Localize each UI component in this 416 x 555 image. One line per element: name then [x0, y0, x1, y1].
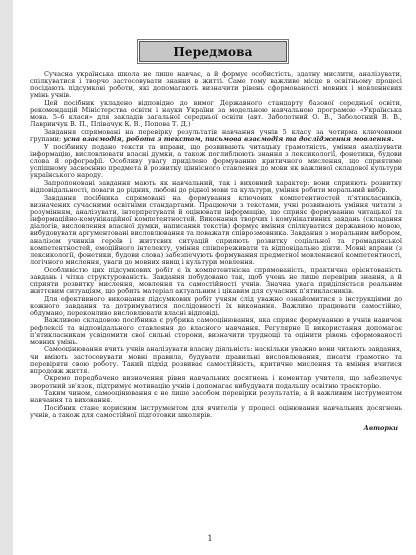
paragraph: Таким чином, самооцінювання є не лише засобом перевірки результатів, а й важливим інструментом навчання та виховання.: [30, 389, 402, 405]
paragraph: У посібнику подано тексти та вправи, що розвивають читацьку грамотність, уміння аналізувати інформацію, висловлювати власні думки, а також поглиблюють знання з лексикології, фонетики, будови слова й орфографії. Особливу увагу приділено формуванню критичного мислення, що сприятиме успішному засвоєнню предмета й розвитку ціннісного ставлення до мови як важливої складової культури українського народу.: [30, 142, 402, 180]
paragraph-groups: [30, 129, 402, 143]
groups-intro: Завдання спрямовані на перевірку результатів навчання учнів 5 класу за чотирма ключовими групами:: [30, 128, 402, 144]
page-number: 1: [207, 534, 213, 543]
paragraph: Запропоновані завдання мають як навчальний, так і виховний характер: вони сприяють розвитку відповідальності, поваги до рідних, любові до рідної мови та культури, уміння робити моральний вибір.: [30, 178, 402, 195]
paragraph: Сучасна українська школа не лише навчає, а й формує особистість, здатну мислити, аналізувати, спілкуватися і творчо застосовувати знання в житті. Саме тому важливе місце в освітньому процесі посідають підсумкові роботи, які допомагають визначити рівень сформованості мовних і мовленнєвих умінь учнів.: [30, 70, 402, 100]
document-page: [18, 0, 402, 555]
paragraph: Окремо передбачено визначення рівня навчальних досягнень і коментар учителя, що забезпечує зворотний зв'язок, підтримує мотивацію учнів і допомагає вибудувати подальшу освітню траєкторію.: [30, 374, 402, 390]
paragraph: Самооцінювання вчить учнів аналізувати власну діяльність: наскільки уважно вони читають завдання, чи вміють застосовувати мовні правила, будувати правильні висловлювання, писати грамотно та перевіряти свою роботу. Такий підхід розвиває самостійність, критичне мислення та вміння вчитися впродовж життя.: [30, 345, 402, 375]
paragraph: Завдання посібника спрямовані на формування ключових компетентностей п'ятикласників, визначених сучасними освітніми стандартами. Працюючи з текстами, учні розвивають уміння читати з розумінням, аналізувати, інтерпретувати й оцінювати інформацію, що сприяє формуванню читацької та інформаційно-комунікаційної компетентностей. Виконання творчих і комунікативних завдань (складання діалогів, висловлення власної думки, написання текстів) формує вміння спілкуватися державною мовою, вибудовувати аргументовані висловлювання та поважати співрозмовника. Завдання з моральним вибором, аналізом учинків героїв і життєвих ситуацій сприяють розвитку соціальної та громадянської компетентностей, емоційного інтелекту, уміння співпереживати та відповідально діяти. Мовні вправи (з лексикології, фонетики, будови слова) забезпечують формування предметної мовленнєвої компетентності, логічного мислення, уваги до мовних явищ і культури мовлення.: [30, 193, 402, 267]
key-groups: усна взаємодія, робота з текстом, письмова взаємодія та дослідження мовлення.: [63, 135, 394, 144]
signature: Авторки: [363, 424, 398, 433]
paragraph: Посібник стане корисним інструментом для вчителів у процесі оцінювання навчальних досягнень учнів, а також для самостійної підготовки школярів.: [30, 403, 402, 420]
preface-text: [30, 71, 402, 432]
paragraph: Для ефективного виконання підсумкових робіт учням слід уважно ознайомитися з інструкціями до кожного завдання та дотримуватися послідовності їх виконання. Важливо працювати самостійно, обдумано, переконливо висловлювати власні відповіді.: [30, 294, 402, 317]
paragraph: Цей посібник укладено відповідно до вимог Державного стандарту базової середньої освіти, рекомендацій Міністерства освіти і науки України за модельною навчальною програмою «Українська мова. 5–6 класи» для закладів загальної середньої освіти (авт. Заболотний О. В., Заболотний В. В., Лавринчук В. П., Плівачук К. В., Попова Т. Д.): [30, 99, 402, 129]
left-margin-bar: [0, 0, 13, 555]
page-title: Передмова: [139, 41, 287, 62]
paragraph: Особливістю цих підсумкових робіт є їх компетентнісна спрямованість, практична орієнтованість завдань і чітка структурованість. Завдання побудовано так, щоб учень не лише перевірив знання, а й сприяти розвитку мислення, мовлення та самостійності учнів. Значна увага приділяється реальним життєвим ситуаціям, що робить матеріал актуальним і цікавим для сучасних п'ятикласників.: [30, 265, 402, 296]
paragraph: Важливою складовою посібника є рубрика самооцінювання, яка сприяє формуванню в учнів навичок рефлексії та відповідального ставлення до власного навчання. Регулярне її використання допомагає п'ятикласникам усвідомити свої сильні сторони, визначити труднощі та оцінити рівень сформованості мовних умінь.: [30, 316, 402, 346]
